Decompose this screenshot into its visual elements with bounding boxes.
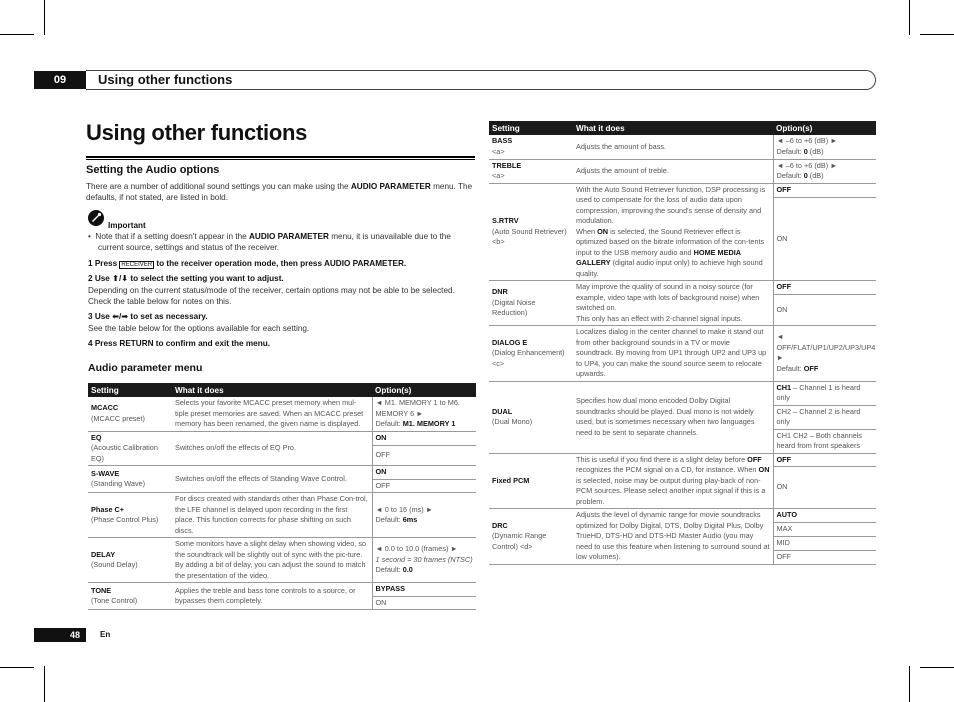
chapter-title: Using other functions [98,72,233,87]
col-header-setting: Setting [489,121,573,135]
table-row: MCACC (MCACC preset) Selects your favorite MCACC preset memory when mul-tiple preset memories are saved. When an MCACC preset memory has been renamed, the given name is displayed. ◄ M1. MEMORY 1 to M6. MEMORY 6 ► Default: M1. MEMORY 1 [88,397,476,431]
col-header-what: What it does [172,383,372,397]
crop-mark [44,666,45,702]
step-1: 1 Press RECEIVER to the receiver operation mode, then press AUDIO PARAMETER. [88,259,407,268]
table-row: Fixed PCM This is useful if you find there is a slight delay before OFF recognizes the PCM signal on a CD, for instance. When ON is selected, noise may be output during play-back of non-PCM sources. Please select another input signal if this is a problem. OFF [489,453,876,467]
crop-mark [909,0,910,35]
section-intro: There are a number of additional sound settings you can make using the AUDIO PARAMETER menu. The defaults, if not stated, are listed in bold. [86,182,473,202]
table-row: S-WAVE (Standing Wave) Switches on/off the effects of Standing Wave Control. ON [88,466,476,480]
table-row: EQ (Acoustic Calibration EQ) Switches on/off the effects of EQ Pro. ON [88,431,476,446]
table-row: ON [489,467,876,509]
audio-parameter-table-right [489,121,876,565]
important-note: • Note that if a setting doesn't appear in the AUDIO PARAMETER menu, it is unavailable due to the current source, settings and status of the receiver. [88,232,451,252]
col-header-options: Option(s) [773,121,876,135]
step-2: 2 Use ⬆/⬇ to select the setting you want to adjust. [88,274,284,283]
table-row: MAX [489,522,876,536]
section-rule [86,156,475,158]
table-row: DUAL (Dual Mono) Specifies how dual mono encoded Dolby Digital soundtracks should be played. Dual mono is not widely used, but is sometimes necessary when two languages need to be sent to separate channels. CH1 – Channel 1 is heard only [489,381,876,405]
step-3: 3 Use ⬅/➡ to set as necessary. [88,312,208,321]
table-row: CH2 – Channel 2 is heard only [489,405,876,429]
col-header-what: What it does [573,121,773,135]
step-4: 4 Press RETURN to confirm and exit the menu. [88,339,270,348]
receiver-key: RECEIVER [121,262,153,268]
table-row: OFF [88,479,476,493]
crop-mark [0,34,34,35]
step-2-note: Depending on the current status/mode of the receiver, certain options may not be able to be selected. Check the table below for notes on this. [88,286,455,306]
page-language: En [100,630,111,639]
step-3-note: See the table below for the options available for each setting. [88,324,310,333]
table-row: DIALOG E (Dialog Enhancement) <c> Localizes dialog in the center channel to make it stand out from other background sounds in a TV or movie soundtrack. By moving from UP1 through UP2 and UP3 up to UP4, you can make the sound source seem to relocate upwards. ◄ OFF/FLAT/UP1/UP2/UP3/UP4 ► Default: OFF [489,326,876,382]
chapter-number: 09 [34,71,86,89]
table-row: BASS <a> Adjusts the amount of bass. ◄ –6 to +6 (dB) ► Default: 0 (dB) [489,135,876,159]
table-row: Phase C+ (Phase Control Plus) For discs created with standards other than Phase Con-trol, the LFE channel is delayed upon recording in the first place. This function corrects for phase shifting on such discs. ◄ 0 to 16 (ms) ► Default: 6ms [88,493,476,538]
audio-parameter-table-left [88,383,476,610]
table-row: DRC (Dynamic Range Control) <d> Adjusts the level of dynamic range for movie soundtracks optimized for Dolby Digital, DTS, Dolby Digital Plus, Dolby TrueHD, DTS-HD and DTS-HD Master Audio (you may need to use this feature when listening to surround sound at low volumes). AUTO [489,509,876,523]
page-number: 48 [34,628,86,642]
table-row: S.RTRV (Auto Sound Retriever) <b> With the Auto Sound Retriever function, DSP processing is used to compensate for the loss of audio data upon compression, improving the sound's sense of density and modulation. When ON is selected, the Sound Retriever effect is optimized based on the bitrate information of the con-tents input to the USB memory audio and HOME MEDIA GALLERY (digital audio input only) to achieve high sound quality. OFF [489,183,876,197]
table-row: ON [489,294,876,325]
table-row: OFF [88,446,476,466]
menu-heading: Audio parameter menu [88,362,203,374]
table-row: OFF [489,550,876,564]
section-heading: Setting the Audio options [86,164,220,176]
crop-mark [920,34,954,35]
table-row: MID [489,536,876,550]
table-row: TONE (Tone Control) Applies the treble and bass tone controls to a source, or bypasses them completely. BYPASS [88,583,476,597]
crop-mark [44,0,45,35]
col-header-options: Option(s) [372,383,476,397]
section-rule-thin [86,159,475,160]
table-row: CH1 CH2 – Both channels heard from front speakers [489,429,876,453]
table-row: ON [489,197,876,280]
table-row: ON [88,596,476,610]
table-row: DELAY (Sound Delay) Some monitors have a slight delay when showing video, so the soundtrack will be slightly out of sync with the pic-ture. By adding a bit of delay, you can adjust the sound to match the presentation of the video. ◄ 0.0 to 10.0 (frames) ► 1 second = 30 frames (NTSC) Default: 0.0 [88,538,476,583]
crop-mark [920,667,954,668]
crop-mark [909,666,910,702]
col-header-setting: Setting [88,383,172,397]
page-title: Using other functions [86,120,308,145]
table-row: DNR (Digital Noise Reduction) May improve the quality of sound in a noisy source (for example, video tape with lots of background noise) when switched on. This only has an effect with 2-channel signal inputs. OFF [489,281,876,295]
table-row: TREBLE <a> Adjusts the amount of treble. ◄ –6 to +6 (dB) ► Default: 0 (dB) [489,159,876,183]
crop-mark [0,667,34,668]
important-label: Important [108,221,146,230]
important-icon [88,210,104,226]
